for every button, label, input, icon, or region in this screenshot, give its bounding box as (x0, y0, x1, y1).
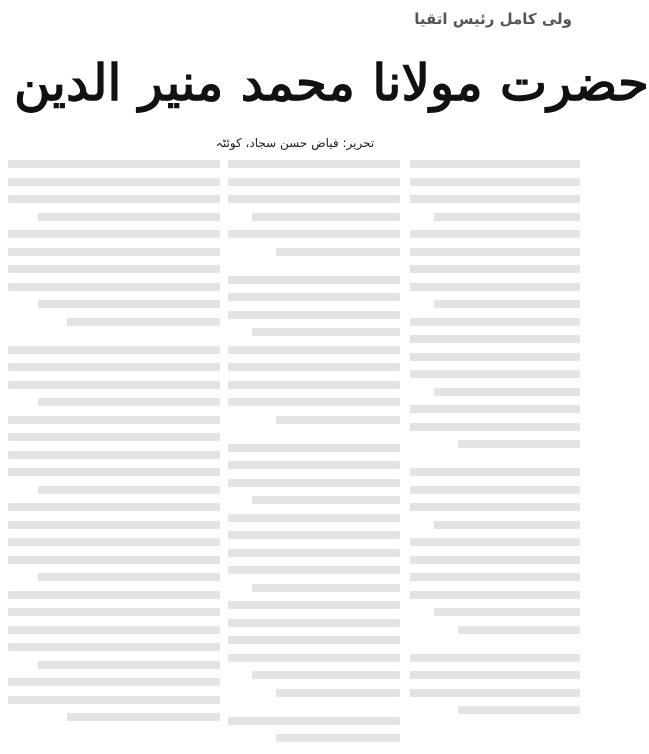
text-line-placeholder (228, 636, 400, 644)
text-line-placeholder (410, 503, 580, 511)
text-line-placeholder (8, 265, 220, 273)
text-line-placeholder (38, 213, 220, 221)
text-line-placeholder (410, 230, 580, 238)
text-line-placeholder (8, 696, 220, 704)
text-line-placeholder (410, 573, 580, 581)
text-line-placeholder (228, 717, 400, 725)
text-line-placeholder (410, 689, 580, 697)
text-column-middle (228, 160, 400, 746)
text-line-placeholder (8, 283, 220, 291)
text-line-placeholder (8, 160, 220, 168)
text-line-placeholder (8, 678, 220, 686)
text-line-placeholder (228, 654, 400, 662)
article-title: حضرت مولانا محمد منیر الدین (14, 53, 649, 112)
text-line-placeholder (410, 335, 580, 343)
text-line-placeholder (8, 643, 220, 651)
text-line-placeholder (228, 549, 400, 557)
text-line-placeholder (228, 531, 400, 539)
text-line-placeholder (8, 468, 220, 476)
text-line-placeholder (276, 734, 400, 742)
text-column-left (8, 160, 220, 746)
text-line-placeholder (228, 346, 400, 354)
text-line-placeholder (410, 671, 580, 679)
text-line-placeholder (252, 213, 400, 221)
text-line-placeholder (458, 706, 580, 714)
text-line-placeholder (410, 423, 580, 431)
paragraph (410, 468, 580, 634)
text-line-placeholder (8, 230, 220, 238)
text-line-placeholder (228, 230, 400, 238)
text-line-placeholder (8, 416, 220, 424)
text-line-placeholder (8, 346, 220, 354)
text-column-right (410, 160, 580, 746)
text-line-placeholder (228, 311, 400, 319)
text-line-placeholder (410, 538, 580, 546)
paragraph (228, 444, 400, 697)
text-line-placeholder (8, 591, 220, 599)
text-line-placeholder (8, 433, 220, 441)
paragraph (228, 160, 400, 256)
text-line-placeholder (8, 556, 220, 564)
text-line-placeholder (8, 178, 220, 186)
text-line-placeholder (8, 521, 220, 529)
text-line-placeholder (410, 370, 580, 378)
text-line-placeholder (228, 363, 400, 371)
text-line-placeholder (228, 398, 400, 406)
text-line-placeholder (38, 300, 220, 308)
text-line-placeholder (38, 398, 220, 406)
paragraph (228, 717, 400, 743)
text-line-placeholder (410, 353, 580, 361)
text-line-placeholder (228, 461, 400, 469)
text-line-placeholder (228, 381, 400, 389)
text-line-placeholder (8, 248, 220, 256)
text-line-placeholder (67, 713, 220, 721)
text-line-placeholder (252, 328, 400, 336)
text-line-placeholder (38, 573, 220, 581)
text-line-placeholder (228, 178, 400, 186)
paragraph (410, 160, 580, 448)
text-line-placeholder (410, 283, 580, 291)
text-line-placeholder (410, 195, 580, 203)
text-line-placeholder (228, 601, 400, 609)
text-line-placeholder (228, 566, 400, 574)
text-line-placeholder (8, 503, 220, 511)
text-line-placeholder (410, 556, 580, 564)
text-line-placeholder (276, 416, 400, 424)
text-line-placeholder (8, 626, 220, 634)
text-line-placeholder (458, 626, 580, 634)
text-line-placeholder (228, 619, 400, 627)
text-line-placeholder (434, 608, 580, 616)
text-line-placeholder (252, 584, 400, 592)
text-line-placeholder (410, 468, 580, 476)
text-line-placeholder (252, 496, 400, 504)
text-line-placeholder (410, 265, 580, 273)
text-line-placeholder (38, 486, 220, 494)
paragraph (8, 346, 220, 722)
text-line-placeholder (8, 363, 220, 371)
text-line-placeholder (8, 451, 220, 459)
text-line-placeholder (252, 671, 400, 679)
article-kicker: ولی کامل رئیس اتقیا (414, 10, 572, 28)
text-line-placeholder (8, 381, 220, 389)
text-line-placeholder (228, 195, 400, 203)
text-line-placeholder (228, 293, 400, 301)
text-line-placeholder (410, 405, 580, 413)
text-line-placeholder (8, 608, 220, 616)
text-line-placeholder (67, 318, 220, 326)
text-line-placeholder (410, 654, 580, 662)
text-line-placeholder (228, 514, 400, 522)
text-line-placeholder (434, 213, 580, 221)
text-line-placeholder (410, 178, 580, 186)
text-line-placeholder (410, 318, 580, 326)
text-line-placeholder (8, 195, 220, 203)
paragraph (410, 654, 580, 715)
text-line-placeholder (228, 160, 400, 168)
article-byline: تحریر: فیاض حسن سجاد، کوئٹہ (215, 136, 375, 150)
text-line-placeholder (228, 276, 400, 284)
text-line-placeholder (410, 248, 580, 256)
text-line-placeholder (434, 521, 580, 529)
text-line-placeholder (410, 591, 580, 599)
text-line-placeholder (8, 538, 220, 546)
paragraph (8, 160, 220, 326)
text-line-placeholder (434, 300, 580, 308)
paragraph (228, 276, 400, 424)
text-line-placeholder (228, 444, 400, 452)
text-line-placeholder (410, 486, 580, 494)
article-title-area (14, 40, 649, 130)
text-line-placeholder (228, 479, 400, 487)
text-line-placeholder (458, 440, 580, 448)
text-line-placeholder (434, 388, 580, 396)
text-line-placeholder (276, 689, 400, 697)
text-line-placeholder (276, 248, 400, 256)
text-line-placeholder (38, 661, 220, 669)
text-line-placeholder (410, 160, 580, 168)
